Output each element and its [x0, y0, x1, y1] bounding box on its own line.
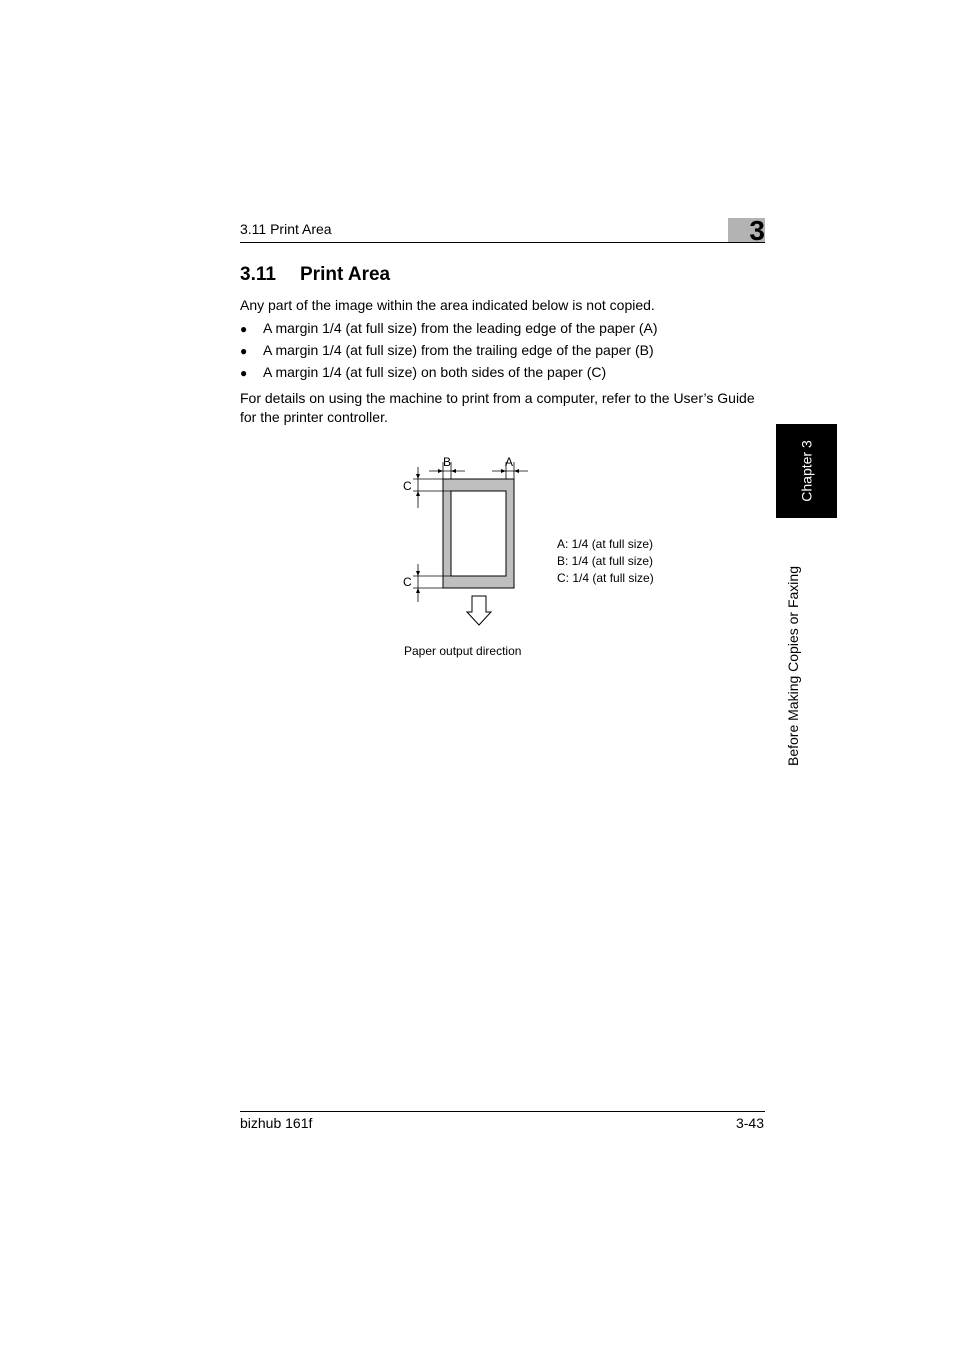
section-number: 3.11: [240, 264, 276, 285]
list-item-text: A margin 1/4 (at full size) from the trailing edge of the paper (B): [263, 342, 654, 358]
list-item: [240, 364, 606, 380]
list-item-text: A margin 1/4 (at full size) on both sides of the paper (C): [263, 364, 607, 380]
header-rule: [240, 242, 765, 243]
intro-text: Any part of the image within the area indicated below is not copied.: [240, 297, 655, 313]
legend-a: A: 1/4 (at full size): [557, 537, 654, 551]
label-c-top: C: [403, 479, 412, 493]
bullet-dot: ●: [240, 344, 248, 358]
bullet-dot: ●: [240, 322, 248, 336]
side-tab-chapter: [776, 424, 837, 518]
print-area-diagram: [395, 452, 695, 667]
legend-b: B: 1/4 (at full size): [557, 554, 654, 568]
section-title-text: Print Area: [300, 264, 391, 285]
running-header: 3.11 Print Area: [240, 221, 332, 237]
side-tab-title: [785, 530, 801, 770]
diagram-caption: Paper output direction: [404, 644, 522, 658]
label-a: A: [505, 455, 514, 469]
chapter-number: 3: [749, 215, 765, 246]
label-b: B: [443, 455, 452, 469]
output-direction-arrow: [467, 596, 491, 625]
legend-c: C: 1/4 (at full size): [557, 571, 654, 585]
section-title: [240, 264, 390, 286]
list-item: [240, 342, 654, 358]
label-c-bottom: C: [403, 575, 412, 589]
list-item-text: A margin 1/4 (at full size) from the leading edge of the paper (A): [263, 320, 658, 336]
footer-page-number: 3-43: [735, 1115, 764, 1131]
details-paragraph: For details on using the machine to print from a computer, refer to the User’s Guide for the printer controller.: [240, 390, 755, 425]
printable-area: [451, 491, 506, 576]
side-tab-chapter-text: Chapter 3: [798, 440, 815, 502]
side-tab-title-text: Before Making Copies or Faxing: [785, 566, 801, 766]
footer-product: bizhub 161f: [240, 1115, 313, 1131]
list-item: [240, 320, 658, 336]
footer-rule: [240, 1111, 765, 1112]
bullet-dot: ●: [240, 366, 248, 380]
